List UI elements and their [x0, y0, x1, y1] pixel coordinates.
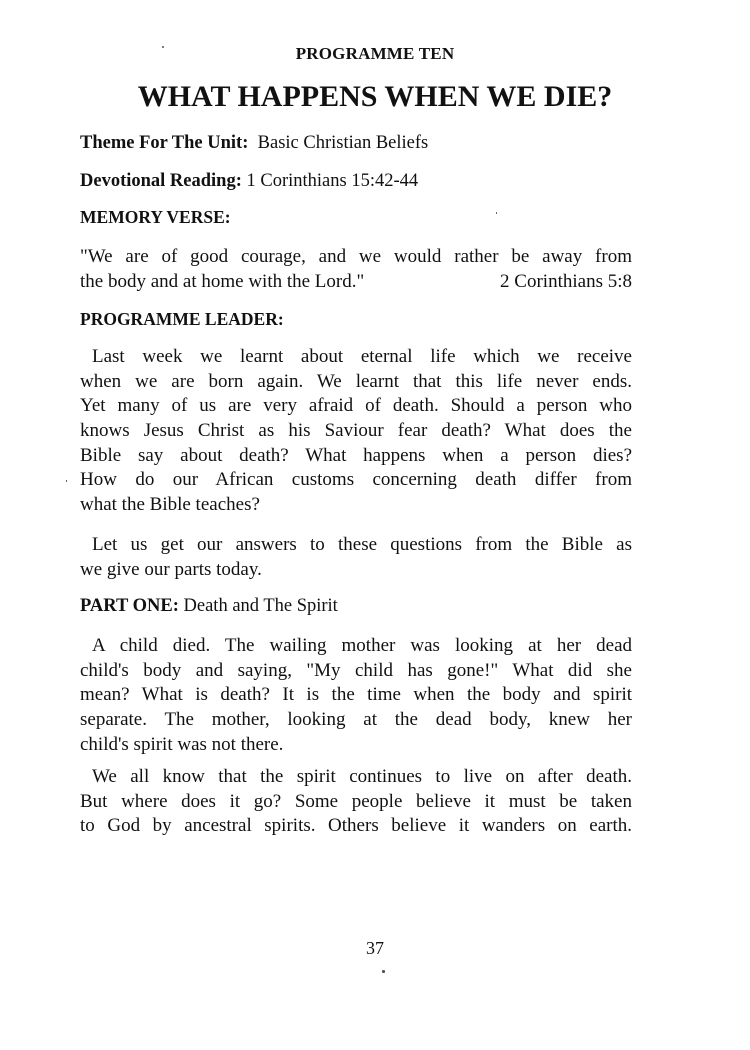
scan-speck	[382, 970, 385, 973]
text-line: what the Bible teaches?	[80, 494, 260, 516]
theme-value: Basic Christian Beliefs	[257, 133, 429, 153]
text-line: separate. The mother, looking at the dead body, knew her	[80, 709, 632, 731]
scan-speck	[496, 212, 497, 214]
scan-speck	[66, 480, 67, 482]
text-line: mean? What is death? It is the time when the body and spirit	[80, 684, 632, 706]
verse-reference: 2 Corinthians 5:8	[500, 270, 632, 292]
text-line: child's spirit was not there.	[80, 733, 284, 755]
verse-line: the body and at home with the Lord."	[80, 270, 365, 292]
leader-paragraph-2	[80, 533, 632, 582]
devotional-reading-line	[80, 171, 418, 192]
text-line: Bible say about death? What happens when a person dies?	[80, 444, 632, 466]
programme-kicker: PROGRAMME TEN	[295, 44, 455, 63]
theme-line	[80, 133, 428, 154]
page-number: 37	[366, 938, 384, 958]
text-line: to God by ancestral spirits. Others believe it wanders on earth.	[80, 815, 632, 837]
page-title: WHAT HAPPENS WHEN WE DIE?	[137, 80, 613, 113]
theme-label: Theme For The Unit:	[80, 133, 249, 153]
text-line	[80, 270, 632, 295]
text-line: knows Jesus Christ as his Saviour fear death? What does the	[80, 420, 632, 442]
text-line: Yet many of us are very afraid of death. Should a person who	[80, 395, 632, 417]
text-line: We all know that the spirit continues to live on after death.	[92, 766, 632, 787]
text-line: How do our African customs concerning death differ from	[80, 469, 632, 491]
text-line: Last week we learnt about eternal life which we receive	[92, 346, 632, 367]
leader-paragraph-1	[80, 345, 632, 518]
text-line: when we are born again. We learnt that this life never ends.	[80, 370, 632, 392]
part-one-paragraph-2	[80, 765, 632, 839]
text-line: Let us get our answers to these questions from the Bible as	[92, 534, 632, 555]
memory-verse-text	[80, 245, 632, 294]
programme-leader-heading: PROGRAMME LEADER:	[80, 309, 284, 329]
reading-value: 1 Corinthians 15:42-44	[246, 171, 419, 191]
part-one-title: Death and The Spirit	[183, 596, 338, 616]
part-one-heading	[80, 596, 338, 617]
reading-label: Devotional Reading:	[80, 171, 242, 191]
memory-verse-heading: MEMORY VERSE:	[80, 207, 231, 227]
scan-speck	[162, 46, 164, 48]
text-line: But where does it go? Some people believe it must be taken	[80, 790, 632, 812]
part-one-paragraph-1	[80, 634, 632, 757]
text-line: we give our parts today.	[80, 558, 262, 580]
text-line: "We are of good courage, and we would rather be away from	[80, 246, 632, 267]
text-line: child's body and saying, "My child has gone!" What did she	[80, 659, 632, 681]
part-one-label: PART ONE:	[80, 596, 179, 616]
text-line: A child died. The wailing mother was looking at her dead	[92, 635, 632, 656]
